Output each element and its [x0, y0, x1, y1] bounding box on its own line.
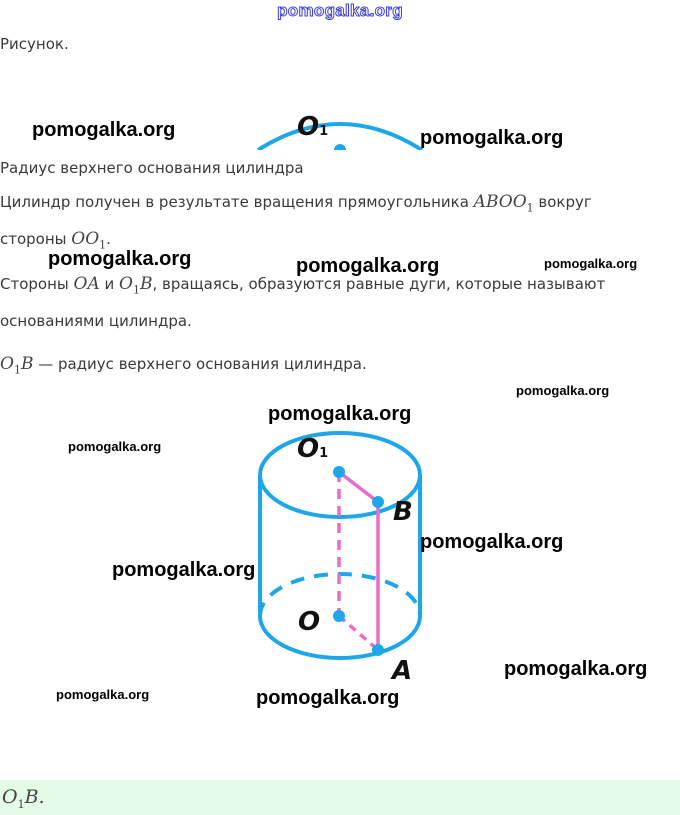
text-line-2: Цилиндр получен в результате вращения прямоугольника $ABOO_1$ вокруг: [0, 192, 592, 215]
answer-box: [0, 780, 680, 815]
label-o: O: [298, 607, 321, 637]
watermark: pomogalka.org: [420, 127, 564, 149]
watermark: pomogalka.org: [68, 439, 162, 454]
watermark: pomogalka.org: [504, 658, 648, 680]
math-o1b: $O_1B$: [0, 354, 34, 377]
label-b: B: [393, 497, 413, 527]
site-banner[interactable]: pomogalka.org: [277, 1, 403, 20]
watermark: pomogalka.org: [544, 256, 638, 271]
watermark: pomogalka.org: [48, 248, 192, 270]
cylinder-figure: [240, 420, 440, 680]
text-line-4: Стороны OA и $O_1B$, вращаясь, образуются равные дуги, которые называют: [0, 274, 606, 297]
watermark: pomogalka.org: [420, 531, 564, 553]
math-oa: OA: [73, 274, 100, 294]
partial-label-o1: O1: [297, 112, 329, 142]
point-b: [372, 496, 384, 508]
watermark: pomogalka.org: [516, 383, 610, 398]
answer-text: $O_1B$.: [2, 786, 45, 811]
segment-oa: [339, 616, 378, 650]
point-o1: [333, 466, 345, 478]
partial-point: [334, 144, 346, 150]
text-line-1: Радиус верхнего основания цилиндра: [0, 159, 304, 177]
text-line-5: основаниями цилиндра.: [0, 312, 192, 330]
math-abo-o1: $ABOO_1$: [473, 192, 534, 215]
label-o1: O1: [297, 434, 329, 464]
text-line-6: $O_1B$ — радиус верхнего основания цилиндра.: [0, 354, 367, 377]
watermark: pomogalka.org: [112, 559, 256, 581]
watermark: pomogalka.org: [256, 687, 400, 709]
watermark: pomogalka.org: [296, 255, 440, 277]
point-a: [372, 644, 384, 656]
math-oo1: $OO_1$: [71, 229, 107, 252]
math-o1b: $O_1B$: [119, 274, 153, 297]
cylinder-bottom-base-front: [260, 616, 420, 658]
watermark: pomogalka.org: [56, 687, 150, 702]
text-line-3: стороны $OO_1$.: [0, 229, 111, 252]
figure-caption: Рисунок.: [0, 35, 69, 53]
watermark: pomogalka.org: [268, 403, 412, 425]
label-a: A: [392, 656, 413, 686]
partial-figure: [240, 100, 440, 150]
point-o: [333, 610, 345, 622]
segment-o1b: [339, 472, 378, 502]
watermark: pomogalka.org: [32, 119, 176, 141]
